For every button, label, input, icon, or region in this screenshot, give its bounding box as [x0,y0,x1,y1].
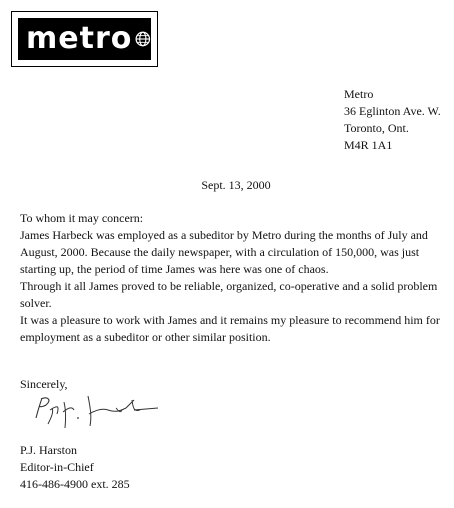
logo-badge [18,18,151,60]
signer-name: P.J. Harston [20,443,78,457]
address-postal: M4R 1A1 [344,138,393,152]
paragraph: Through it all James proved to be reliable, organized, co-operative and a solid problem solver. [20,279,438,310]
closing: Sincerely, [20,377,68,391]
signer-block [20,442,130,493]
letter-date: Sept. 13, 2000 [201,178,271,192]
paragraph: It was a pleasure to work with James and it remains my pleasure to recommend him for employment as a subeditor or other similar position. [20,313,440,344]
signer-phone: 416-486-4900 ext. 285 [20,477,130,491]
metro-logo [11,11,158,67]
letter-body [20,210,445,346]
address-name: Metro [344,87,374,101]
logo-wordmark: metro [26,21,133,56]
globe-icon [135,25,151,53]
return-address [344,86,441,154]
salutation: To whom it may concern: [20,211,144,225]
address-city: Toronto, Ont. [344,121,409,135]
handwritten-signature [30,388,170,430]
signer-title: Editor-in-Chief [20,460,94,474]
paragraph: James Harbeck was employed as a subeditor by Metro during the months of July and August, 2000. Because the daily newspaper, with a circulation of 150,000, was just starting up, the period of time James was here was one of chaos. [20,228,428,276]
address-street: 36 Eglinton Ave. W. [344,104,441,118]
